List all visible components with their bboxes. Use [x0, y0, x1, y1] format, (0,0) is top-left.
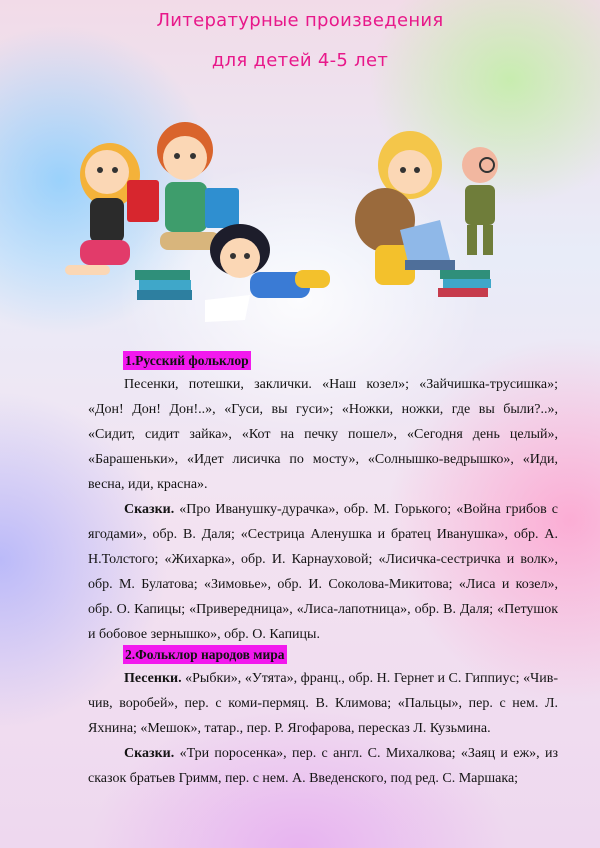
paragraph-tales-world	[88, 741, 558, 791]
children-reading-illustration	[55, 110, 555, 340]
girl-with-book-figure	[65, 143, 159, 275]
paragraph-songs-world	[88, 666, 558, 741]
page-title-line-2: для детей 4-5 лет	[211, 50, 389, 71]
girl-lying-figure	[205, 224, 330, 322]
paragraph-lead: Сказки.	[124, 502, 175, 517]
section-heading-world-folklore: 2.Фольклор народов мира	[125, 647, 285, 662]
paragraph-lead: Сказки.	[124, 746, 175, 761]
girl-with-laptop-figure	[355, 131, 455, 285]
paragraph-text: «Три поросенка», пер. с англ. С. Михалкова; «Заяц и еж», из сказок братьев Гримм, пер. с нем. А. Введенского, под ред. С. Маршака;	[88, 746, 558, 786]
paragraph-tales-russian	[88, 497, 558, 647]
page-title-line-1: Литературные произведения	[156, 10, 444, 31]
book-stack-right	[438, 270, 491, 297]
toy-figure	[462, 147, 498, 255]
paragraph-text: Песенки, потешки, заклички. «Наш козел»; «Зайчишка-трусишка»; «Дон! Дон! Дон!..», «Гуси, вы гуси»; «Ножки, ножки, где вы были?..», «Сидит, сидит зайка», «Кот на печку пошел», «Сегодня день целый», «Барашеньки», «Идет лисичка по мосту», «Солнышко-ведрышко», «Иди, весна, иди, красна».	[88, 377, 558, 492]
section-heading-russian-folklore: 1.Русский фольклор	[125, 353, 249, 368]
paragraph-songs-russian	[88, 372, 558, 497]
paragraph-text: «Про Иванушку-дурачка», обр. М. Горького; «Война грибов с ягодами», обр. В. Даля; «Сестрица Аленушка и братец Иванушка», обр. А. Н.Толстого; «Жихарка», обр. И. Карнауховой; «Лисичка-сестричка и волк», обр. М. Булатова; «Зимовье», обр. И. Соколова-Микитова; «Лиса и козел», обр. О. Капицы; «Привередница», «Лиса-лапотница», обр. В. Даля; «Петушок и бобовое зернышко», обр. О. Капицы.	[88, 502, 558, 642]
paragraph-text: «Рыбки», «Утята», франц., обр. Н. Гернет и С. Гиппиус; «Чив-чив, воробей», пер. с коми-пермяц. В. Климова; «Пальцы», пер. с нем. Л. Яхнина; «Мешок», татар., пер. Р. Ягофарова, пересказ Л. Кузьмина.	[88, 671, 558, 736]
book-stack-left	[135, 270, 192, 300]
paragraph-lead: Песенки.	[124, 671, 182, 686]
